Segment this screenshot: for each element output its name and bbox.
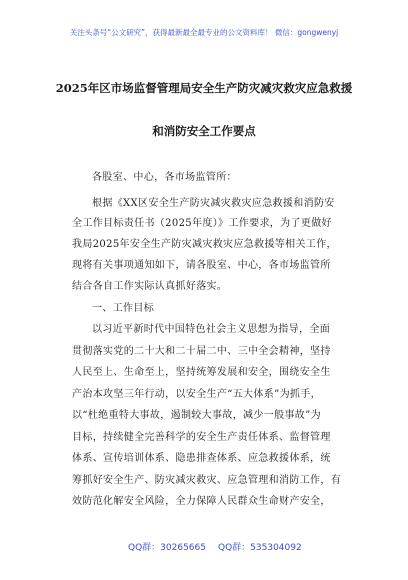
qq-group-2: QQ群：535304092 [218, 543, 302, 553]
section-heading: 一、工作目标 [92, 303, 155, 314]
body-line: 根据《XX区安全生产防灾减灾救灾应急救援和消防安 [92, 198, 335, 209]
section-line: 贯彻落实党的二十大和二十届二中、三中全会精神，坚持 [72, 346, 331, 357]
section-line: 效防范化解安全风险，全力保障人民群众生命财产安全， [72, 496, 331, 507]
section-line: 体系、宣传培训体系、隐患排查体系、应急救援体系，统 [72, 453, 331, 464]
section-line: 产治本攻坚三年行动，以安全生产“五大体系”为抓手， [72, 389, 321, 400]
section-line: 筹抓好安全生产、防灾减灾救灾、应急管理和消防工作，有 [72, 475, 342, 486]
salutation: 各股室、中心，各市场监管所： [92, 172, 237, 183]
body-line: 现将有关事项通知如下，请各股室、中心，各市场监管所 [72, 260, 331, 271]
body-line: 我局2025年安全生产防灾减灾救灾应急救援等相关工作， [72, 239, 337, 250]
qq-group-1: QQ群：30265665 [128, 543, 206, 553]
section-line: 目标，持续健全完善科学的安全生产责任体系、监督管理 [72, 432, 331, 443]
document-title-line-2: 和消防安全工作要点 [152, 124, 256, 138]
document-title-line-1: 2025年区市场监督管理局安全生产防灾减灾救灾应急救援 [55, 81, 353, 95]
promo-banner: 关注头条号“公文研究”，获得最新最全最专业的公文资料库！ 微信：gongwenyj [69, 28, 339, 37]
section-line: 人民至上、生命至上，坚持统筹发展和安全，围绕安全生 [72, 367, 331, 378]
body-line: 全工作目标责任书（2025年度）》工作要求，为了更做好 [72, 218, 332, 229]
section-line: 以“杜绝重特大事故，遏制较大事故，减少一般事故”为 [72, 410, 321, 421]
section-line: 以习近平新时代中国特色社会主义思想为指导，全面 [92, 324, 331, 335]
body-line: 结合各自工作实际认真抓好落实。 [72, 281, 228, 292]
